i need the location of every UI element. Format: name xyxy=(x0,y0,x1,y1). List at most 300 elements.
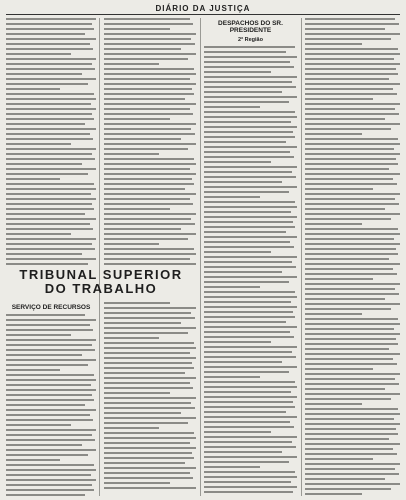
column-rule xyxy=(301,18,302,496)
text-line xyxy=(104,88,192,90)
text-line xyxy=(104,83,196,85)
text-line xyxy=(204,201,295,203)
text-line xyxy=(305,368,373,370)
text-line xyxy=(104,143,196,145)
text-line xyxy=(104,258,190,260)
text-line xyxy=(104,317,195,319)
tribunal-heading-line-2: DO TRABALHO xyxy=(44,281,158,296)
text-line xyxy=(104,63,159,65)
text-line xyxy=(104,193,196,195)
text-line xyxy=(305,438,389,440)
text-line xyxy=(305,83,400,85)
text-line xyxy=(305,123,400,125)
text-line xyxy=(204,301,291,303)
text-line xyxy=(204,446,296,448)
text-line xyxy=(204,396,297,398)
text-line xyxy=(6,83,88,85)
text-line xyxy=(6,153,92,155)
text-line xyxy=(204,116,297,118)
text-line xyxy=(305,313,362,315)
text-line xyxy=(104,148,188,150)
text-line xyxy=(6,464,94,466)
text-line xyxy=(305,58,394,60)
text-line xyxy=(204,196,260,198)
text-line xyxy=(204,491,293,493)
text-line xyxy=(104,138,181,140)
text-line xyxy=(305,88,393,90)
text-line xyxy=(6,469,96,471)
text-line xyxy=(204,276,297,278)
text-line xyxy=(104,203,193,205)
text-line xyxy=(204,406,295,408)
text-line xyxy=(204,81,292,83)
text-line xyxy=(104,377,196,379)
text-line xyxy=(104,392,170,394)
text-line xyxy=(204,421,290,423)
text-line xyxy=(305,398,391,400)
column-rule xyxy=(200,18,201,496)
text-line xyxy=(305,93,397,95)
text-line xyxy=(204,391,291,393)
text-line xyxy=(104,422,188,424)
text-line xyxy=(6,494,85,496)
text-line xyxy=(305,73,398,75)
text-line xyxy=(305,183,397,185)
text-line xyxy=(104,93,194,95)
text-line xyxy=(6,379,96,381)
text-line xyxy=(204,451,282,453)
text-line xyxy=(204,71,271,73)
text-line xyxy=(305,483,400,485)
text-line xyxy=(204,141,286,143)
text-line xyxy=(204,386,297,388)
text-line xyxy=(305,148,394,150)
text-line xyxy=(204,226,295,228)
text-line xyxy=(305,338,396,340)
text-line xyxy=(6,33,85,35)
text-line xyxy=(6,203,92,205)
text-line xyxy=(204,416,297,418)
text-line xyxy=(104,452,192,454)
text-line xyxy=(104,417,196,419)
text-line xyxy=(6,414,90,416)
text-line xyxy=(305,78,389,80)
text-line xyxy=(104,103,196,105)
text-line xyxy=(305,493,362,495)
text-line xyxy=(305,98,373,100)
text-line xyxy=(104,342,194,344)
text-line xyxy=(204,436,297,438)
text-line xyxy=(6,208,94,210)
text-line xyxy=(305,48,398,50)
text-line xyxy=(104,53,196,55)
text-line xyxy=(305,238,394,240)
text-line xyxy=(305,488,391,490)
text-line xyxy=(305,413,400,415)
text-line xyxy=(104,113,193,115)
text-line xyxy=(305,178,393,180)
text-line xyxy=(104,208,170,210)
text-line xyxy=(6,449,96,451)
text-line xyxy=(305,188,373,190)
text-line xyxy=(305,278,373,280)
text-line xyxy=(204,326,297,328)
text-line xyxy=(204,156,294,158)
text-line xyxy=(305,463,400,465)
text-line xyxy=(305,113,399,115)
text-line xyxy=(104,128,191,130)
text-line xyxy=(204,351,292,353)
text-line xyxy=(6,188,96,190)
text-line xyxy=(6,123,85,125)
text-line xyxy=(104,223,195,225)
text-line xyxy=(305,348,389,350)
text-line xyxy=(6,103,91,105)
text-line xyxy=(104,243,159,245)
text-line xyxy=(305,118,385,120)
text-line xyxy=(305,343,398,345)
text-line xyxy=(204,221,293,223)
text-line xyxy=(204,346,297,348)
text-line xyxy=(104,382,190,384)
text-line xyxy=(204,66,294,68)
text-line xyxy=(6,384,91,386)
text-line xyxy=(6,98,96,100)
text-line xyxy=(104,158,194,160)
text-line xyxy=(305,108,395,110)
text-line xyxy=(204,171,292,173)
text-line xyxy=(104,178,192,180)
text-line xyxy=(6,158,95,160)
text-line xyxy=(305,418,394,420)
text-line xyxy=(204,401,293,403)
text-line xyxy=(305,143,400,145)
text-line xyxy=(6,163,82,165)
text-line xyxy=(305,158,396,160)
text-line xyxy=(204,186,297,188)
text-line xyxy=(104,183,194,185)
text-line xyxy=(204,456,297,458)
text-line xyxy=(104,347,196,349)
text-line xyxy=(204,476,297,478)
text-line xyxy=(204,356,296,358)
text-line xyxy=(305,383,399,385)
text-line xyxy=(305,268,393,270)
text-line xyxy=(6,18,96,20)
text-line xyxy=(305,63,400,65)
text-line xyxy=(104,58,188,60)
text-line xyxy=(6,193,91,195)
text-line xyxy=(104,78,190,80)
text-line xyxy=(6,314,85,316)
text-line xyxy=(104,253,196,255)
text-line xyxy=(6,243,92,245)
text-line xyxy=(104,248,194,250)
text-line xyxy=(204,331,290,333)
text-line xyxy=(6,138,93,140)
text-line xyxy=(305,18,395,20)
masthead xyxy=(6,2,400,15)
text-line xyxy=(6,168,96,170)
text-line xyxy=(204,131,293,133)
text-line xyxy=(104,312,191,314)
text-line xyxy=(6,183,94,185)
text-line xyxy=(6,253,82,255)
text-line xyxy=(6,133,90,135)
text-line xyxy=(104,412,181,414)
text-line xyxy=(305,253,398,255)
text-line xyxy=(204,231,286,233)
text-line xyxy=(305,423,400,425)
text-line xyxy=(204,266,296,268)
text-line xyxy=(104,133,195,135)
text-line xyxy=(104,407,195,409)
text-line xyxy=(6,68,95,70)
text-line xyxy=(6,374,94,376)
text-line xyxy=(305,473,399,475)
text-line xyxy=(305,458,373,460)
text-line xyxy=(305,43,362,45)
text-line xyxy=(204,121,291,123)
text-line xyxy=(204,136,295,138)
text-line xyxy=(6,389,96,391)
text-line xyxy=(204,376,260,378)
text-line xyxy=(305,283,400,285)
text-line xyxy=(305,453,397,455)
text-line xyxy=(104,402,191,404)
column-3 xyxy=(204,18,297,496)
section-heading-regiao: 2ª Região xyxy=(238,37,263,43)
text-line xyxy=(305,298,385,300)
text-line xyxy=(305,153,400,155)
text-line xyxy=(305,203,399,205)
text-line xyxy=(204,181,282,183)
text-line xyxy=(204,321,286,323)
text-line xyxy=(6,258,96,260)
text-line xyxy=(6,198,96,200)
text-line xyxy=(204,51,286,53)
text-line xyxy=(305,333,400,335)
text-line xyxy=(104,233,196,235)
text-line xyxy=(204,46,295,48)
text-line xyxy=(104,218,191,220)
text-line xyxy=(6,88,60,90)
text-line xyxy=(6,454,88,456)
text-line xyxy=(6,263,88,265)
text-line xyxy=(104,33,196,35)
text-line xyxy=(104,23,193,25)
text-line xyxy=(204,466,260,468)
tribunal-heading-line-1: TRIBUNAL SUPERIOR xyxy=(19,267,183,282)
text-line xyxy=(6,444,82,446)
text-line xyxy=(204,291,295,293)
text-line xyxy=(6,128,96,130)
text-line xyxy=(305,198,395,200)
text-line xyxy=(305,403,362,405)
text-line xyxy=(6,93,94,95)
text-line xyxy=(6,369,60,371)
text-line xyxy=(6,404,85,406)
text-line xyxy=(104,472,190,474)
text-line xyxy=(305,428,396,430)
text-line xyxy=(305,233,400,235)
text-line xyxy=(204,106,260,108)
text-line xyxy=(204,431,271,433)
text-line xyxy=(104,477,193,479)
text-line xyxy=(104,482,170,484)
text-line xyxy=(305,358,393,360)
text-line xyxy=(104,213,196,215)
text-line xyxy=(6,334,71,336)
column-4 xyxy=(305,18,400,496)
text-line xyxy=(204,61,290,63)
text-line xyxy=(6,113,92,115)
text-line xyxy=(305,373,400,375)
text-line xyxy=(305,213,400,215)
publication-title: DIÁRIO DA JUSTIÇA xyxy=(155,3,251,13)
text-line xyxy=(204,176,296,178)
text-line xyxy=(104,123,196,125)
text-line xyxy=(6,459,60,461)
text-line xyxy=(104,322,181,324)
text-line xyxy=(104,387,193,389)
text-line xyxy=(305,38,391,40)
text-line xyxy=(305,138,398,140)
text-line xyxy=(204,246,294,248)
text-line xyxy=(104,43,195,45)
text-line xyxy=(104,397,196,399)
text-line xyxy=(6,238,96,240)
text-line xyxy=(104,307,196,309)
column-2 xyxy=(104,18,196,496)
text-line xyxy=(305,133,362,135)
section-heading-servico-de-recursos: SERVIÇO DE RECURSOS xyxy=(11,304,91,311)
text-line xyxy=(104,337,159,339)
text-line xyxy=(104,427,159,429)
text-line xyxy=(104,198,190,200)
text-line xyxy=(204,236,297,238)
text-line xyxy=(6,43,90,45)
text-line xyxy=(305,243,400,245)
text-line xyxy=(204,281,289,283)
text-line xyxy=(104,352,190,354)
text-line xyxy=(204,366,297,368)
column-1 xyxy=(6,18,96,496)
text-line xyxy=(204,166,297,168)
text-line xyxy=(305,448,393,450)
text-line xyxy=(6,399,94,401)
text-line xyxy=(305,408,398,410)
text-line xyxy=(305,308,391,310)
text-line xyxy=(6,218,96,220)
text-line xyxy=(204,241,290,243)
text-line xyxy=(6,38,96,40)
text-line xyxy=(104,48,181,50)
text-line xyxy=(6,409,96,411)
text-line xyxy=(305,218,391,220)
text-line xyxy=(305,363,397,365)
text-line xyxy=(204,336,294,338)
text-line xyxy=(104,362,192,364)
text-line xyxy=(204,481,291,483)
text-line xyxy=(204,411,286,413)
text-line xyxy=(6,434,92,436)
text-line xyxy=(204,76,297,78)
text-line xyxy=(305,223,362,225)
text-line xyxy=(305,393,400,395)
text-line xyxy=(6,248,95,250)
text-line xyxy=(305,303,400,305)
text-line xyxy=(104,228,181,230)
text-line xyxy=(104,28,170,30)
text-line xyxy=(6,178,60,180)
text-line xyxy=(204,311,293,313)
text-line xyxy=(104,357,196,359)
text-line xyxy=(104,188,185,190)
text-line xyxy=(104,173,196,175)
text-line xyxy=(6,28,94,30)
text-line xyxy=(104,332,188,334)
text-line xyxy=(204,191,289,193)
text-line xyxy=(6,329,93,331)
text-line xyxy=(204,91,282,93)
text-line xyxy=(104,68,194,70)
text-line xyxy=(204,441,292,443)
text-line xyxy=(305,103,400,105)
text-line xyxy=(204,316,295,318)
text-line xyxy=(204,96,297,98)
tribunal-heading-block xyxy=(6,268,196,298)
text-line xyxy=(104,372,185,374)
text-line xyxy=(204,146,297,148)
text-line xyxy=(204,471,295,473)
text-line xyxy=(204,111,295,113)
text-line xyxy=(6,53,71,55)
text-line xyxy=(305,433,398,435)
text-line xyxy=(305,28,385,30)
text-line xyxy=(6,213,85,215)
text-line xyxy=(6,424,71,426)
text-line xyxy=(204,161,271,163)
text-line xyxy=(305,378,395,380)
text-line xyxy=(204,206,297,208)
text-line xyxy=(305,388,385,390)
text-line xyxy=(204,426,294,428)
text-line xyxy=(104,327,196,329)
text-line xyxy=(204,261,292,263)
text-line xyxy=(305,263,400,265)
text-line xyxy=(305,248,396,250)
text-line xyxy=(204,361,282,363)
text-line xyxy=(305,293,399,295)
text-line xyxy=(104,367,194,369)
text-line xyxy=(104,302,170,304)
text-line xyxy=(6,73,82,75)
text-line xyxy=(6,319,96,321)
text-line xyxy=(6,344,92,346)
text-line xyxy=(6,354,82,356)
text-line xyxy=(305,173,400,175)
text-line xyxy=(305,468,395,470)
text-line xyxy=(204,286,260,288)
text-line xyxy=(204,251,271,253)
text-line xyxy=(305,443,400,445)
text-line xyxy=(6,233,71,235)
text-line xyxy=(104,163,196,165)
text-line xyxy=(6,143,71,145)
text-line xyxy=(6,419,93,421)
text-line xyxy=(305,193,400,195)
